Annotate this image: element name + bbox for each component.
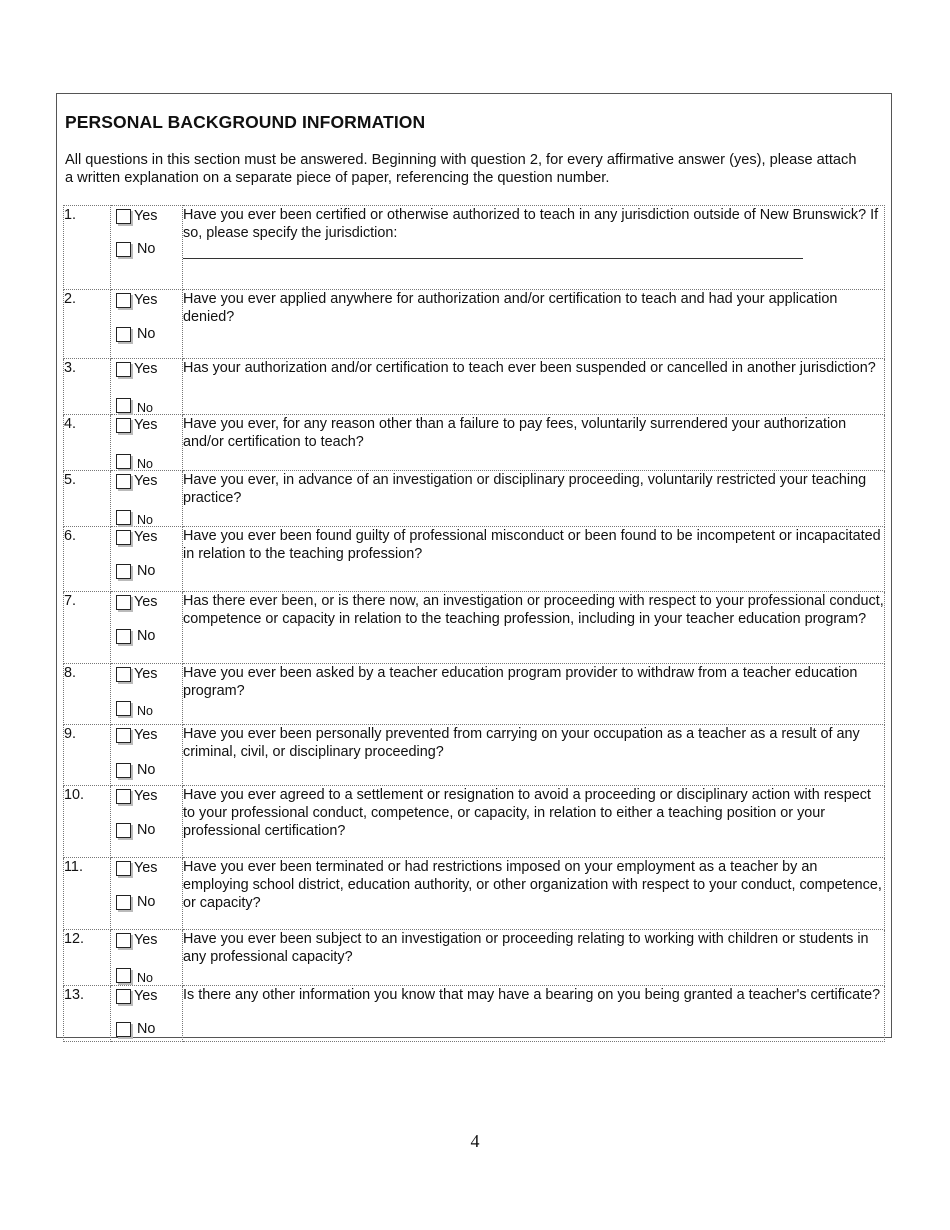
yes-no-options [111,930,183,986]
yes-checkbox[interactable] [116,595,131,610]
question-number: 4. [64,415,111,471]
yes-checkbox[interactable] [116,418,131,433]
question-row [64,359,885,415]
question-cell [183,527,885,592]
question-number: 1. [64,206,111,290]
yes-checkbox[interactable] [116,667,131,682]
no-label: No [137,894,156,910]
yes-label: Yes [134,860,158,876]
yes-option[interactable] [116,665,157,683]
question-cell [183,986,885,1042]
yes-option[interactable] [116,528,157,546]
no-checkbox[interactable] [116,968,131,983]
question-row [64,986,885,1042]
yes-option[interactable] [116,472,157,490]
page-number: 4 [470,1131,480,1151]
yes-option[interactable] [116,360,157,378]
yes-option[interactable] [116,726,157,744]
no-checkbox[interactable] [116,454,131,469]
question-number: 6. [64,527,111,592]
question-text: Have you ever agreed to a settlement or resignation to avoid a proceeding or disciplinary action with respect to your professional conduct, competence, or capacity, in relation to either a teaching position or your professional certification? [183,787,871,839]
no-checkbox[interactable] [116,763,131,778]
yes-label: Yes [134,417,158,433]
no-checkbox[interactable] [116,823,131,838]
question-cell [183,290,885,359]
yes-no-options [111,664,183,725]
question-text: Have you ever been subject to an investigation or proceeding relating to working with children or students in any professional capacity? [183,931,869,965]
yes-checkbox[interactable] [116,474,131,489]
yes-no-options [111,858,183,930]
question-cell [183,725,885,786]
question-row [64,527,885,592]
question-cell [183,471,885,527]
yes-label: Yes [134,529,158,545]
question-text: Have you ever been asked by a teacher education program provider to withdraw from a teacher education program? [183,665,858,699]
no-checkbox[interactable] [116,242,131,257]
yes-checkbox[interactable] [116,989,131,1004]
no-checkbox[interactable] [116,1022,131,1037]
no-option[interactable] [116,893,155,911]
question-cell [183,858,885,930]
yes-no-options [111,206,183,290]
question-row [64,786,885,858]
no-checkbox[interactable] [116,564,131,579]
yes-no-options [111,471,183,527]
no-checkbox[interactable] [116,629,131,644]
yes-checkbox[interactable] [116,861,131,876]
question-text: Have you ever, for any reason other than a failure to pay fees, voluntarily surrendered your authorization and/or certification to teach? [183,416,847,450]
yes-option[interactable] [116,291,157,309]
yes-option[interactable] [116,931,157,949]
question-number: 8. [64,664,111,725]
yes-checkbox[interactable] [116,209,131,224]
no-label: No [137,401,153,415]
no-option[interactable] [116,1020,155,1038]
no-label: No [137,241,156,257]
question-row [64,930,885,986]
yes-option[interactable] [116,207,157,225]
question-row [64,664,885,725]
yes-no-options [111,527,183,592]
no-label: No [137,513,153,527]
section-instructions: All questions in this section must be answered. Beginning with question 2, for every affirmative answer (yes), please attach a written explanation on a separate piece of paper, referencing the question number. [65,152,857,186]
no-label: No [137,628,156,644]
question-text: Have you ever been terminated or had restrictions imposed on your employment as a teacher by an employing school district, education authority, or other organization with respect to your conduct, competence, or capacity? [183,859,882,911]
question-row [64,592,885,664]
yes-no-options [111,359,183,415]
no-checkbox[interactable] [116,701,131,716]
yes-option[interactable] [116,787,157,805]
question-text: Have you ever been personally prevented from carrying on your occupation as a teacher as a result of any criminal, civil, or disciplinary proceeding? [183,726,860,760]
no-option[interactable] [116,325,155,343]
question-cell [183,592,885,664]
no-label: No [137,326,156,342]
yes-no-options [111,725,183,786]
yes-label: Yes [134,361,158,377]
question-number: 7. [64,592,111,664]
yes-no-options [111,290,183,359]
question-cell [183,206,885,290]
question-cell [183,359,885,415]
yes-checkbox[interactable] [116,728,131,743]
no-checkbox[interactable] [116,895,131,910]
jurisdiction-answer-line[interactable] [183,258,803,259]
no-option[interactable] [116,966,153,987]
question-text: Has your authorization and/or certification to teach ever been suspended or cancelled in another jurisdiction? [183,360,876,376]
no-label: No [137,822,156,838]
question-number: 10. [64,786,111,858]
no-label: No [137,971,153,985]
no-option[interactable] [116,821,155,839]
no-option[interactable] [116,761,155,779]
yes-no-options [111,986,183,1042]
question-cell [183,664,885,725]
question-row [64,415,885,471]
no-label: No [137,762,156,778]
no-label: No [137,563,156,579]
yes-option[interactable] [116,416,157,434]
yes-label: Yes [134,988,158,1004]
question-text: Have you ever applied anywhere for authorization and/or certification to teach and had your application denied? [183,291,838,325]
yes-label: Yes [134,292,158,308]
no-label: No [137,704,153,718]
question-cell [183,415,885,471]
no-label: No [137,457,153,471]
no-checkbox[interactable] [116,327,131,342]
question-number: 9. [64,725,111,786]
question-row [64,471,885,527]
question-text: Is there any other information you know that may have a bearing on you being granted a teacher's certificate? [183,987,881,1003]
yes-option[interactable] [116,987,157,1005]
no-option[interactable] [116,562,155,580]
yes-label: Yes [134,932,158,948]
question-text: Have you ever been found guilty of professional misconduct or been found to be incompetent or incapacitated in relation to the teaching profession? [183,528,881,562]
yes-option[interactable] [116,859,157,877]
question-row [64,858,885,930]
yes-checkbox[interactable] [116,362,131,377]
yes-label: Yes [134,788,158,804]
yes-option[interactable] [116,593,157,611]
question-cell [183,786,885,858]
questions-table [63,205,885,1042]
question-number: 13. [64,986,111,1042]
yes-label: Yes [134,727,158,743]
question-row [64,206,885,290]
section-title: PERSONAL BACKGROUND INFORMATION [65,112,426,132]
yes-checkbox[interactable] [116,293,131,308]
yes-label: Yes [134,473,158,489]
no-label: No [137,1021,156,1037]
yes-label: Yes [134,666,158,682]
yes-checkbox[interactable] [116,789,131,804]
yes-no-options [111,592,183,664]
question-number: 3. [64,359,111,415]
yes-checkbox[interactable] [116,933,131,948]
question-number: 5. [64,471,111,527]
no-option[interactable] [116,627,155,645]
no-checkbox[interactable] [116,398,131,413]
yes-label: Yes [134,208,158,224]
question-text: Have you ever been certified or otherwise authorized to teach in any jurisdiction outside of New Brunswick? If so, please specify the jurisdiction: [183,207,879,241]
yes-checkbox[interactable] [116,530,131,545]
no-option[interactable] [116,240,155,258]
yes-no-options [111,415,183,471]
question-number: 12. [64,930,111,986]
yes-label: Yes [134,594,158,610]
question-row [64,290,885,359]
question-text: Have you ever, in advance of an investigation or disciplinary proceeding, voluntarily restricted your teaching practice? [183,472,867,506]
question-number: 11. [64,858,111,930]
question-row [64,725,885,786]
question-number: 2. [64,290,111,359]
no-option[interactable] [116,699,153,720]
no-checkbox[interactable] [116,510,131,525]
yes-no-options [111,786,183,858]
question-cell [183,930,885,986]
question-text: Has there ever been, or is there now, an investigation or proceeding with respect to your professional conduct, competence or capacity in relation to the teaching profession, including in your teacher education program? [183,593,884,627]
